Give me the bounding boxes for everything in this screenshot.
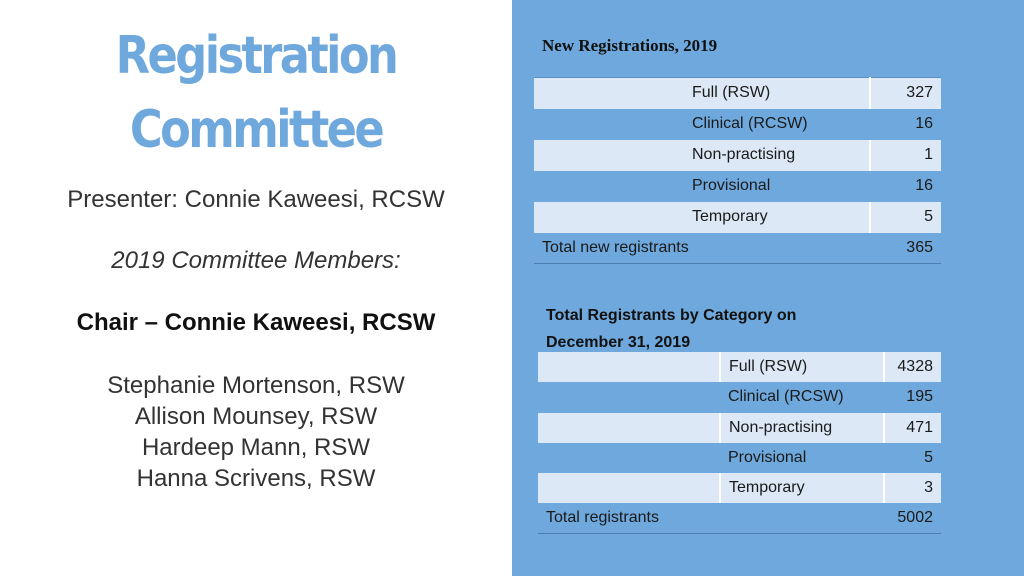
row-label: Temporary: [684, 202, 870, 233]
table-row: [538, 473, 941, 503]
member-item: Stephanie Mortenson, RSW: [107, 372, 405, 399]
chair-text: Chair – Connie Kaweesi, RCSW: [76, 309, 436, 336]
new-registrations-title: New Registrations, 2019: [542, 36, 718, 55]
table-row: [534, 78, 941, 109]
total-row: [538, 503, 941, 533]
row-label: Non-practising: [684, 140, 870, 171]
table-row: [534, 202, 941, 233]
row-value: 1: [870, 140, 941, 171]
table-row: [538, 443, 941, 473]
row-label: Clinical (RCSW): [720, 382, 884, 412]
row-label: Provisional: [720, 443, 884, 473]
row-value: 16: [870, 171, 941, 202]
total-value: 365: [870, 233, 941, 264]
table-row: [538, 413, 941, 443]
total-value: 5002: [884, 503, 941, 533]
total-label: Total registrants: [538, 503, 884, 533]
table-row: [538, 352, 941, 382]
new-registrations-table: [534, 77, 941, 264]
row-value: 4328: [884, 352, 941, 382]
row-label: Provisional: [684, 171, 870, 202]
member-item: Hanna Scrivens, RSW: [136, 465, 376, 492]
total-registrants-title: Total Registrants by Category on December 31, 2019: [546, 307, 797, 351]
row-label: Clinical (RCSW): [684, 109, 870, 140]
row-value: 471: [884, 413, 941, 443]
row-value: 5: [884, 443, 941, 473]
row-value: 5: [870, 202, 941, 233]
member-item: Hardeep Mann, RSW: [141, 434, 371, 461]
row-label: Non-practising: [720, 413, 884, 443]
presenter-text: Presenter: Connie Kaweesi, RCSW: [67, 186, 445, 213]
row-label: Full (RSW): [684, 78, 870, 109]
total-registrants-table: [538, 352, 941, 534]
row-value: 327: [870, 78, 941, 109]
table-row: [534, 109, 941, 140]
row-label: Temporary: [720, 473, 884, 503]
table-row: [534, 140, 941, 171]
members-heading: 2019 Committee Members:: [111, 247, 401, 274]
table-row: [538, 382, 941, 412]
title-line-1: Registration: [115, 26, 397, 86]
title-line-2: Committee: [129, 100, 383, 160]
row-label: Full (RSW): [720, 352, 884, 382]
row-value: 16: [870, 109, 941, 140]
total-row: [534, 233, 941, 264]
member-item: Allison Mounsey, RSW: [134, 403, 378, 430]
row-value: 3: [884, 473, 941, 503]
table-row: [534, 171, 941, 202]
row-value: 195: [884, 382, 941, 412]
total-label: Total new registrants: [534, 233, 870, 264]
members-list: [0, 370, 512, 494]
